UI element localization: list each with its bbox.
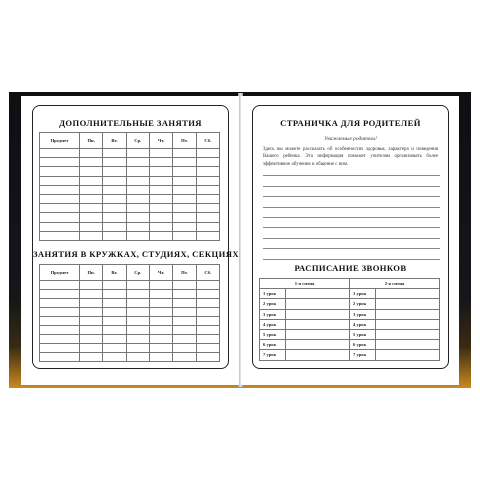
lesson-time-cell	[286, 329, 350, 339]
table-cell	[173, 299, 196, 308]
table-cell	[149, 281, 172, 290]
table-cell	[173, 167, 196, 176]
table-cell	[149, 308, 172, 317]
table-cell	[126, 194, 149, 203]
table-cell	[126, 222, 149, 231]
section-title-bells: РАСПИСАНИЕ ЗВОНКОВ	[294, 263, 407, 273]
table-cell	[80, 204, 103, 213]
table-cell	[126, 308, 149, 317]
column-header: Сб.	[196, 265, 219, 281]
table-cell	[149, 222, 172, 231]
lesson-time-cell	[376, 340, 440, 350]
table-cell	[173, 158, 196, 167]
table-cell	[149, 158, 172, 167]
lesson-label: 2 урок	[350, 299, 376, 309]
table-row	[40, 344, 220, 353]
table-row	[40, 326, 220, 335]
table-cell	[196, 317, 219, 326]
parents-greeting: Уважаемые родители!	[324, 136, 377, 142]
bell-row	[260, 319, 440, 329]
table-cell	[149, 299, 172, 308]
lesson-time-cell	[376, 289, 440, 299]
lesson-label: 4 урок	[260, 319, 286, 329]
table-cell	[80, 353, 103, 362]
table-cell	[196, 299, 219, 308]
table-cell	[40, 167, 80, 176]
table-cell	[149, 290, 172, 299]
column-header: Чт.	[149, 133, 172, 149]
table-cell	[126, 326, 149, 335]
table-cell	[196, 344, 219, 353]
lesson-time-cell	[286, 309, 350, 319]
bell-row	[260, 289, 440, 299]
table-row	[40, 149, 220, 158]
table-row	[40, 204, 220, 213]
table-cell	[126, 204, 149, 213]
right-page	[241, 96, 459, 385]
table-cell	[173, 335, 196, 344]
table-row	[40, 222, 220, 231]
table-cell	[196, 281, 219, 290]
table-cell	[103, 299, 126, 308]
table-row	[40, 290, 220, 299]
lesson-time-cell	[286, 299, 350, 309]
lesson-time-cell	[376, 309, 440, 319]
table-cell	[173, 185, 196, 194]
table-cell	[40, 344, 80, 353]
table-row	[40, 185, 220, 194]
table-header-row	[40, 133, 220, 149]
table-cell	[80, 176, 103, 185]
table-row	[40, 281, 220, 290]
table-cell	[40, 194, 80, 203]
lesson-time-cell	[376, 319, 440, 329]
table-cell	[103, 149, 126, 158]
lesson-label: 2 урок	[260, 299, 286, 309]
table-cell	[103, 290, 126, 299]
table-cell	[126, 185, 149, 194]
table-cell	[40, 231, 80, 240]
table-cell	[40, 149, 80, 158]
table-cell	[173, 281, 196, 290]
table-row	[40, 317, 220, 326]
table-cell	[149, 335, 172, 344]
lesson-label: 1 урок	[260, 289, 286, 299]
column-header: Пн.	[80, 133, 103, 149]
table-cell	[103, 308, 126, 317]
table-cell	[126, 344, 149, 353]
clubs-table	[39, 264, 220, 362]
table-cell	[103, 317, 126, 326]
table-row	[40, 231, 220, 240]
table-cell	[126, 149, 149, 158]
table-cell	[40, 213, 80, 222]
writing-line	[263, 176, 440, 186]
column-header: Ср.	[126, 133, 149, 149]
table-cell	[173, 149, 196, 158]
table-cell	[196, 213, 219, 222]
table-header-row	[40, 265, 220, 281]
table-cell	[173, 308, 196, 317]
table-row	[40, 158, 220, 167]
table-cell	[103, 158, 126, 167]
column-header: Предмет	[40, 133, 80, 149]
writing-line	[263, 218, 440, 228]
table-row	[40, 176, 220, 185]
table-cell	[126, 167, 149, 176]
table-cell	[80, 185, 103, 194]
table-cell	[126, 213, 149, 222]
table-cell	[173, 326, 196, 335]
lesson-time-cell	[286, 350, 350, 360]
writing-line	[263, 249, 440, 259]
table-row	[40, 335, 220, 344]
table-cell	[103, 231, 126, 240]
right-page-frame	[252, 105, 449, 369]
writing-line	[263, 239, 440, 249]
table-cell	[126, 299, 149, 308]
bell-row	[260, 350, 440, 360]
table-cell	[149, 176, 172, 185]
lesson-time-cell	[286, 340, 350, 350]
lesson-label: 1 урок	[350, 289, 376, 299]
table-cell	[173, 222, 196, 231]
shift-2-header: 2-я смена	[350, 279, 440, 289]
table-cell	[196, 353, 219, 362]
table-cell	[196, 308, 219, 317]
table-cell	[80, 167, 103, 176]
table-cell	[80, 222, 103, 231]
lesson-time-cell	[286, 319, 350, 329]
column-header: Предмет	[40, 265, 80, 281]
column-header: Вт.	[103, 133, 126, 149]
lesson-time-cell	[286, 289, 350, 299]
writing-line	[263, 197, 440, 207]
table-cell	[173, 353, 196, 362]
table-cell	[196, 194, 219, 203]
table-cell	[103, 353, 126, 362]
left-page-frame	[32, 105, 239, 369]
table-cell	[196, 231, 219, 240]
parents-intro-text: Здесь вы можете рассказать об особенностях здоровья, характера и поведения Вашего ребенка. Эта информация поможет учителям организовать более эффективное обучение и общение с ним.	[263, 147, 438, 167]
table-cell	[126, 290, 149, 299]
table-cell	[173, 213, 196, 222]
table-cell	[80, 158, 103, 167]
table-cell	[149, 167, 172, 176]
table-cell	[103, 281, 126, 290]
table-cell	[80, 281, 103, 290]
table-cell	[196, 176, 219, 185]
left-page	[21, 96, 239, 385]
column-header: Пт.	[173, 265, 196, 281]
table-cell	[196, 222, 219, 231]
table-cell	[196, 158, 219, 167]
table-cell	[103, 176, 126, 185]
table-cell	[103, 344, 126, 353]
table-cell	[149, 353, 172, 362]
table-cell	[149, 194, 172, 203]
table-cell	[196, 204, 219, 213]
lesson-label: 6 урок	[350, 340, 376, 350]
table-cell	[173, 344, 196, 353]
table-cell	[196, 290, 219, 299]
table-cell	[103, 222, 126, 231]
table-cell	[103, 194, 126, 203]
table-row	[40, 213, 220, 222]
table-cell	[196, 326, 219, 335]
table-row	[40, 353, 220, 362]
table-cell	[103, 185, 126, 194]
table-cell	[126, 176, 149, 185]
table-cell	[103, 213, 126, 222]
lesson-label: 6 урок	[260, 340, 286, 350]
table-cell	[149, 326, 172, 335]
table-cell	[126, 335, 149, 344]
table-row	[40, 299, 220, 308]
table-cell	[40, 308, 80, 317]
table-cell	[80, 231, 103, 240]
table-cell	[40, 290, 80, 299]
column-header: Пт.	[173, 133, 196, 149]
section-title-parents: СТРАНИЧКА ДЛЯ РОДИТЕЛЕЙ	[280, 118, 421, 128]
table-cell	[173, 317, 196, 326]
lesson-time-cell	[376, 299, 440, 309]
table-cell	[103, 335, 126, 344]
writing-line	[263, 187, 440, 197]
table-cell	[40, 299, 80, 308]
column-header: Сб.	[196, 133, 219, 149]
table-cell	[103, 204, 126, 213]
column-header: Пн.	[80, 265, 103, 281]
table-cell	[40, 185, 80, 194]
lesson-label: 5 урок	[350, 329, 376, 339]
bell-schedule-table	[259, 278, 440, 361]
lesson-label: 3 урок	[350, 309, 376, 319]
table-cell	[80, 290, 103, 299]
column-header: Вт.	[103, 265, 126, 281]
table-cell	[40, 326, 80, 335]
table-cell	[80, 299, 103, 308]
table-cell	[149, 149, 172, 158]
table-cell	[196, 185, 219, 194]
table-cell	[149, 344, 172, 353]
lesson-time-cell	[376, 350, 440, 360]
table-cell	[149, 231, 172, 240]
table-row	[40, 167, 220, 176]
table-cell	[149, 204, 172, 213]
table-cell	[80, 344, 103, 353]
table-cell	[40, 204, 80, 213]
table-cell	[173, 194, 196, 203]
extra-classes-table	[39, 132, 220, 241]
table-cell	[173, 290, 196, 299]
table-cell	[149, 317, 172, 326]
table-cell	[80, 326, 103, 335]
table-cell	[80, 317, 103, 326]
table-cell	[80, 149, 103, 158]
table-cell	[80, 308, 103, 317]
table-cell	[103, 326, 126, 335]
table-cell	[40, 317, 80, 326]
lesson-time-cell	[376, 329, 440, 339]
section-title-extra-classes: ДОПОЛНИТЕЛЬНЫЕ ЗАНЯТИЯ	[59, 118, 202, 128]
bell-row	[260, 299, 440, 309]
table-cell	[173, 231, 196, 240]
table-cell	[40, 281, 80, 290]
section-title-clubs: ЗАНЯТИЯ В КРУЖКАХ, СТУДИЯХ, СЕКЦИЯХ	[33, 249, 239, 259]
lesson-label: 7 урок	[350, 350, 376, 360]
table-cell	[40, 158, 80, 167]
table-cell	[126, 317, 149, 326]
parents-writing-lines	[263, 166, 440, 260]
writing-line	[263, 166, 440, 176]
column-header: Ср.	[126, 265, 149, 281]
bell-row	[260, 329, 440, 339]
lesson-label: 5 урок	[260, 329, 286, 339]
bell-row	[260, 309, 440, 319]
table-cell	[126, 158, 149, 167]
table-cell	[149, 185, 172, 194]
writing-line	[263, 228, 440, 238]
table-cell	[40, 176, 80, 185]
lesson-label: 7 урок	[260, 350, 286, 360]
bell-row	[260, 340, 440, 350]
table-cell	[40, 353, 80, 362]
table-cell	[103, 167, 126, 176]
table-cell	[40, 335, 80, 344]
table-row	[40, 194, 220, 203]
table-cell	[126, 231, 149, 240]
table-row	[40, 308, 220, 317]
table-cell	[196, 335, 219, 344]
bell-header-row	[260, 279, 440, 289]
table-cell	[149, 213, 172, 222]
lesson-label: 4 урок	[350, 319, 376, 329]
shift-1-header: 1-я смена	[260, 279, 350, 289]
table-cell	[80, 335, 103, 344]
lesson-label: 3 урок	[260, 309, 286, 319]
table-cell	[126, 353, 149, 362]
table-cell	[173, 204, 196, 213]
table-cell	[173, 176, 196, 185]
table-cell	[196, 167, 219, 176]
table-cell	[80, 213, 103, 222]
table-cell	[80, 194, 103, 203]
table-cell	[40, 222, 80, 231]
column-header: Чт.	[149, 265, 172, 281]
writing-line	[263, 208, 440, 218]
table-cell	[126, 281, 149, 290]
table-cell	[196, 149, 219, 158]
